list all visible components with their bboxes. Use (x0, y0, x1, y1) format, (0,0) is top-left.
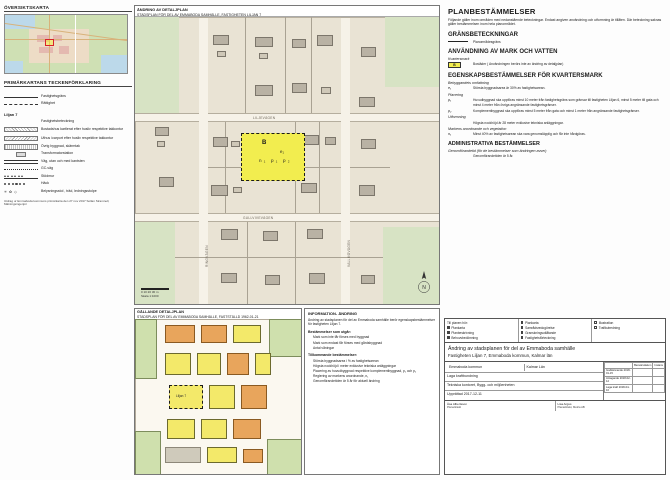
map-building (361, 47, 376, 57)
map-building (325, 137, 336, 145)
instance-cell (653, 384, 665, 392)
title-block-fields (445, 362, 665, 401)
use-symbol-box (448, 62, 470, 67)
checklist-item[interactable] (521, 326, 590, 330)
retaining-wall-icon (4, 173, 38, 180)
map-building (221, 229, 238, 240)
signature-2 (556, 401, 666, 411)
checklist-item[interactable] (521, 336, 590, 340)
use-subheading: Kvartersmark (448, 56, 470, 61)
administrative-heading: ADMINISTRATIVA BESTÄMMELSER (448, 140, 540, 147)
checklist-label: Plankarta (451, 325, 465, 330)
section-italic: Placering (448, 92, 463, 97)
gc-path-icon (4, 166, 38, 173)
administrative-italic: Genomförandetid (för de bestämmelser som ändringen avser) (448, 148, 547, 153)
svg-text:N: N (422, 285, 426, 292)
regulation-row (448, 109, 663, 113)
map-building (231, 141, 240, 147)
checklist-item[interactable] (594, 321, 663, 325)
main-map-subtitle: STADSPLAN FÖR DEL AV EMMABODA SAMHÄLLE, FASTIGHETEN LILJAN 7 (137, 12, 262, 17)
municipality-row (445, 362, 603, 373)
revision-table-wrap (603, 362, 665, 400)
regulation-text: Minst 40% av fastighetsarean ska vara genomsläpplig och får inte hårdgöras. (473, 132, 586, 137)
map-building (361, 275, 375, 284)
map-road-horizontal-2 (135, 213, 439, 222)
regulation-text: Komplementbyggnad ska uppföras minst 5 meter från gata och minst 1 meter från angränsande fastighetsgränser. (473, 108, 640, 113)
street-label: VALLMOVÄGEN (347, 239, 351, 267)
legend-item (4, 100, 132, 107)
map-green-nw (135, 17, 179, 113)
overview-block-4 (59, 46, 69, 54)
existing-block-yellow (165, 353, 191, 375)
existing-plan-map[interactable] (134, 308, 302, 475)
table-row (605, 368, 665, 376)
overview-road-ew (5, 39, 128, 40)
checklist-item[interactable] (447, 326, 516, 330)
checkbox-icon[interactable] (521, 331, 524, 334)
primary-legend (4, 93, 132, 207)
map-building (359, 97, 375, 107)
legal-force-row (445, 373, 603, 382)
checkbox-icon[interactable] (594, 321, 597, 324)
checklist-label: Plankarta (525, 320, 539, 325)
map-building (217, 51, 226, 57)
existing-green-sw (135, 431, 161, 474)
instance-cell (653, 376, 665, 384)
checklist-label: Behovsbedömning (451, 335, 478, 340)
map-building (221, 273, 237, 283)
removed-list (313, 335, 436, 350)
map-building (359, 185, 375, 196)
primary-legend-title: PRIMÄRKARTANS TECKENFÖRKLARING (4, 80, 132, 87)
legend-label: Fastighetsbeteckning (41, 118, 75, 123)
checkbox-icon[interactable] (594, 326, 597, 329)
street-label: RINGVÄGEN (205, 245, 209, 267)
list-item: • Antal våningar (313, 346, 436, 350)
hatch-house-icon (4, 126, 38, 133)
legend-label: Transformatorstation (41, 151, 74, 156)
col-besvarsdatum: Besvärsdatum (634, 363, 652, 367)
map-building (292, 83, 307, 93)
legend-label: GC-väg (41, 166, 54, 171)
revision-table (604, 362, 665, 393)
checklist-header (447, 321, 516, 325)
road-line-icon (4, 158, 38, 165)
existing-green-nw (135, 319, 157, 379)
legal-force-value: Laga kraftbundning (447, 374, 478, 379)
lamp-tree-pole-icon: ✳ ✿ ◇ (4, 190, 17, 195)
regulation-row (448, 86, 663, 90)
map-building (265, 275, 280, 285)
date-cell (633, 384, 653, 392)
map-building (307, 229, 323, 239)
list-item: • Mark som endast får förses med gårdsbyggnad (313, 341, 436, 345)
existing-green-ne (269, 319, 301, 357)
existing-block-orange (243, 449, 263, 463)
existing-plan-subtitle: STADSPLAN FÖR DEL AV EMMABODA SAMHÄLLE, FASTSTÄLLD 1962-01-21 (137, 314, 259, 319)
checklist-item[interactable] (521, 331, 590, 335)
overview-water-se (101, 55, 128, 74)
date-cell (633, 376, 653, 384)
legend-label: Stödmur (41, 173, 55, 178)
overview-site-marker (45, 39, 54, 46)
legend-item (4, 158, 132, 165)
main-map-header (135, 6, 439, 17)
use-code-B: B (262, 140, 267, 146)
regulations-intro: Följande gäller inom områden med nedanstående beteckningar. Endast angiven användning och utformning är tillåten. Där beteckning saknas gäller bestämmelsen inom hela planområdet. (448, 17, 662, 27)
section-italic: Bebyggandets omfattning (448, 80, 489, 85)
existing-block-yellow (197, 353, 221, 375)
scale-bar (141, 288, 169, 299)
legend-label: Uthus /carport efter husliv respektive takkontur (41, 135, 114, 140)
existing-plan-title: GÄLLANDE DETALJPLAN (137, 310, 184, 314)
created-row (445, 391, 603, 400)
legend-label: Rättighet (41, 101, 56, 106)
overview-map (4, 14, 128, 74)
boundary-row (448, 40, 663, 44)
checklist-item[interactable] (594, 326, 663, 330)
street-label: LILJEVÄGEN (253, 116, 276, 120)
existing-block-yellow (207, 447, 237, 463)
regulation-row (448, 121, 663, 125)
properties-heading: EGENSKAPSBESTÄMMELSER FÖR KVARTERSMARK (448, 72, 603, 79)
department-row (445, 382, 603, 391)
title-block (444, 318, 666, 475)
overview-road-minor (75, 15, 76, 74)
existing-block-yellow (209, 385, 235, 409)
regulation-row (448, 132, 663, 136)
existing-block-yellow (233, 325, 261, 343)
regulation-key: e₁ (448, 86, 452, 91)
existing-subject-label: Liljan 7 (176, 394, 187, 398)
property-designation-icon (4, 118, 38, 125)
section-italic: Markens anordnande och vegetation (448, 126, 507, 131)
existing-block-orange (201, 325, 227, 343)
checklist-label: Samrådsredogörelse (525, 325, 555, 330)
checklist-item[interactable] (447, 336, 516, 340)
overview-map-title: ÖVERSIKTSKARTA (4, 5, 132, 12)
title-block-signatures (445, 401, 665, 411)
map-building (263, 231, 278, 241)
regulation-text: Huvudbyggnad ska uppföras minst 10 meter från fastighetsgräns som gränsar till fastigheten Liljan 6, minst 5 meter till gata och minst 4 meter från övriga angränsande fastighetsgränser. (473, 98, 659, 107)
legend-item (4, 125, 132, 134)
plan-regulations (444, 5, 666, 315)
removed-heading: Bestämmelser som utgår: (308, 329, 351, 334)
existing-block-orange (165, 325, 195, 343)
map-building (292, 39, 306, 48)
checklist-item[interactable] (521, 321, 590, 325)
department-value: Tekniska kontoret, Bygg- och miljöenheten (447, 383, 515, 388)
use-code-badge: B (448, 62, 461, 67)
plan-boundary-line-icon (448, 40, 470, 44)
regulation-key: p₁ (448, 98, 452, 103)
signature-role: Planarkitekt (447, 406, 462, 410)
checkbox-icon[interactable] (447, 331, 450, 334)
existing-block-yellow (255, 353, 271, 375)
checklist-header-label: Till planen hör: (447, 320, 468, 325)
checklist-label: Planbeskrivning (451, 330, 474, 335)
main-map-title: ÄNDRING AV DETALJPLAN (137, 7, 188, 12)
legend-item (4, 188, 132, 197)
legend-item (4, 93, 132, 100)
municipality-value: Emmaboda kommun (449, 365, 483, 370)
col-instans: Instans (654, 363, 663, 367)
legend-label: Fastighetsgräns (41, 93, 66, 98)
checkbox-icon[interactable] (447, 326, 450, 329)
checklist-column-3 (592, 319, 665, 342)
scale-ratio: Skala 1:1000 (141, 294, 159, 298)
map-building (309, 273, 325, 284)
created-value: Upprättad 2017-12-11 (447, 392, 482, 397)
added-list (313, 359, 436, 384)
drawing-subtitle: Fastigheten Liljan 7, Emmaboda kommun, Kalmar län (448, 353, 553, 359)
main-plan-map[interactable] (134, 5, 440, 305)
added-heading: Tillkommande bestämmelser: (308, 352, 358, 357)
map-building (255, 85, 273, 96)
regulation-row (448, 98, 663, 107)
overview-block-3 (39, 47, 53, 53)
checkbox-icon[interactable] (521, 336, 524, 339)
map-building (321, 87, 331, 94)
boundary-label: Planområdesgräns (473, 39, 501, 44)
left-column (4, 5, 132, 475)
checklist-label: Fastighetsförteckning (525, 335, 556, 340)
existing-block-gray (165, 447, 201, 463)
map-building (213, 35, 229, 45)
information-change-panel (304, 308, 440, 475)
list-item: • Största byggnadsarea i % av fastighetsarean (313, 359, 436, 363)
legend-label: Belysningsstol , träd, ledningsstolpe (41, 189, 97, 194)
legend-item (4, 118, 132, 125)
legend-label: Väg, utan och med kantsten (41, 158, 85, 163)
regulation-text: Största byggnadsarea är 30% av fastighetsarean. (473, 86, 546, 91)
existing-subject-liljan-7[interactable] (169, 385, 203, 409)
list-item: • Mark som inte får förses med byggnad (313, 335, 436, 339)
hedge-icon (4, 181, 38, 188)
instance-cell (653, 368, 665, 376)
legend-label: Övrig byggnad, skärmtak (41, 144, 80, 149)
legend-item (4, 180, 132, 187)
map-building (317, 35, 333, 46)
information-change-intro: Ändring av stadsplanen för del av Emmaboda samhälle berör egenskapsbestämmelser för fastigheten Liljan 7. (308, 317, 435, 327)
signature-name: Åsa Albertsson (447, 402, 468, 407)
map-building (157, 141, 165, 147)
existing-block-orange (227, 353, 249, 375)
map-building (159, 177, 174, 187)
checklist-column-2 (519, 319, 593, 342)
map-building (259, 53, 268, 59)
use-heading: ANVÄNDNING AV MARK OCH VATTEN (448, 48, 558, 55)
list-item: • Högsta nockhöjd i meter exklusive tekniska anläggningar (313, 364, 436, 368)
stage-cell: Antagande 2018-02-12 (605, 376, 633, 384)
line-dash-icon (4, 101, 38, 108)
checklist-label: Granskningsutlåtande (525, 330, 557, 335)
street-label: GULLVIVEVÄGEN (243, 216, 274, 220)
main-map-canvas (135, 17, 439, 304)
existing-block-yellow (167, 419, 195, 439)
signature-1 (445, 401, 556, 411)
regulation-text: Högsta nockhöjd är 28 meter exklusive tekniska anläggningar. (473, 120, 564, 125)
checkbox-icon[interactable] (447, 336, 450, 339)
legend-item (4, 143, 132, 150)
map-road-horizontal-1 (135, 113, 439, 122)
hatch-other-building-icon (4, 144, 38, 151)
checkbox-icon[interactable] (521, 326, 524, 329)
legend-label: Bostadshus kartlerat efter husliv respektive takkontur (41, 126, 124, 131)
scale-bar-labels: 0 10 20 30 m (141, 290, 159, 294)
existing-plan-canvas (135, 319, 301, 474)
regulation-key: n₁ (448, 132, 452, 137)
legend-item (4, 151, 132, 158)
map-green-ne (385, 17, 439, 87)
drawing-title: Ändring av stadsplanen för del av Emmaboda samhälle (448, 346, 576, 352)
use-code-e1: e₁ (280, 149, 284, 154)
legend-item (4, 134, 132, 143)
checkbox-icon[interactable] (521, 321, 524, 324)
line-solid-icon (4, 93, 38, 100)
legend-group-heading: Liljan 7 (4, 111, 18, 117)
north-arrow-icon (417, 270, 431, 294)
use-row (448, 62, 663, 67)
checklist-label: Illustration (598, 320, 614, 325)
title-block-main (445, 343, 665, 362)
overview-water-sw (5, 61, 23, 74)
map-building (211, 185, 228, 196)
subject-property-liljan-7[interactable] (241, 133, 305, 181)
date-cell (633, 368, 653, 376)
existing-green-se (267, 439, 301, 474)
transformer-square-icon (4, 151, 38, 158)
list-item: • Genomförandetiden är 5 år för aktuell ändring (313, 379, 436, 383)
list-item: • Reglering av markens anordnande, n₁ (313, 374, 436, 378)
existing-block-orange (241, 385, 267, 409)
section-italic: Utformning (448, 115, 466, 119)
county-value: Kalmar Län (526, 365, 545, 370)
checklist-label: Trafikutredning (598, 325, 620, 330)
list-item: • Placering av huvudbyggnad respektive komplementbyggnad, p₁ och p₂ (313, 369, 436, 373)
boundaries-heading: GRÄNSBETECKNINGAR (448, 32, 519, 39)
stage-cell: Laga kraft 2018-04-10 (605, 384, 633, 392)
use-label: Bostäder ( Användningen berörs inte av ändring av detaljplan) (473, 62, 564, 67)
hatch-carport-icon (4, 135, 38, 142)
information-change-title: INFORMATION- ÄNDRING (308, 311, 358, 316)
property-codes-row: n₁ p₁ p₂ (259, 158, 292, 163)
signature-role: Planarkitekt, Metria AB (557, 406, 585, 410)
map-building (155, 127, 169, 136)
legend-item (4, 173, 132, 180)
regulation-row (448, 154, 663, 158)
table-row (605, 376, 665, 384)
map-building (213, 137, 228, 147)
regulation-text: Genomförandetiden är 5 år. (473, 154, 514, 159)
map-building (301, 183, 317, 193)
title-block-left-fields (445, 362, 603, 400)
map-building (361, 139, 376, 149)
stage-cell: Godkännande 2018-01-15 (605, 368, 633, 376)
regulation-key: p₂ (448, 108, 452, 113)
legend-label: Häck (41, 180, 49, 185)
regulations-title: PLANBESTÄMMELSER (448, 7, 536, 16)
document-checklist (445, 319, 665, 343)
map-building (303, 135, 319, 145)
legend-item (4, 165, 132, 172)
existing-block-yellow (201, 419, 227, 439)
checklist-column-1 (445, 319, 519, 342)
existing-block-orange (233, 419, 261, 439)
table-row (605, 384, 665, 392)
map-building (233, 187, 242, 193)
legend-footnote: Utdrag ur Emmaboda kommuns primärkarta den 27 nov 2017 Sollan Stramnell, Mätningsingenjör (4, 198, 110, 207)
map-building (255, 37, 273, 47)
checklist-item[interactable] (447, 331, 516, 335)
signature-name: Lisa Argus (557, 402, 572, 407)
